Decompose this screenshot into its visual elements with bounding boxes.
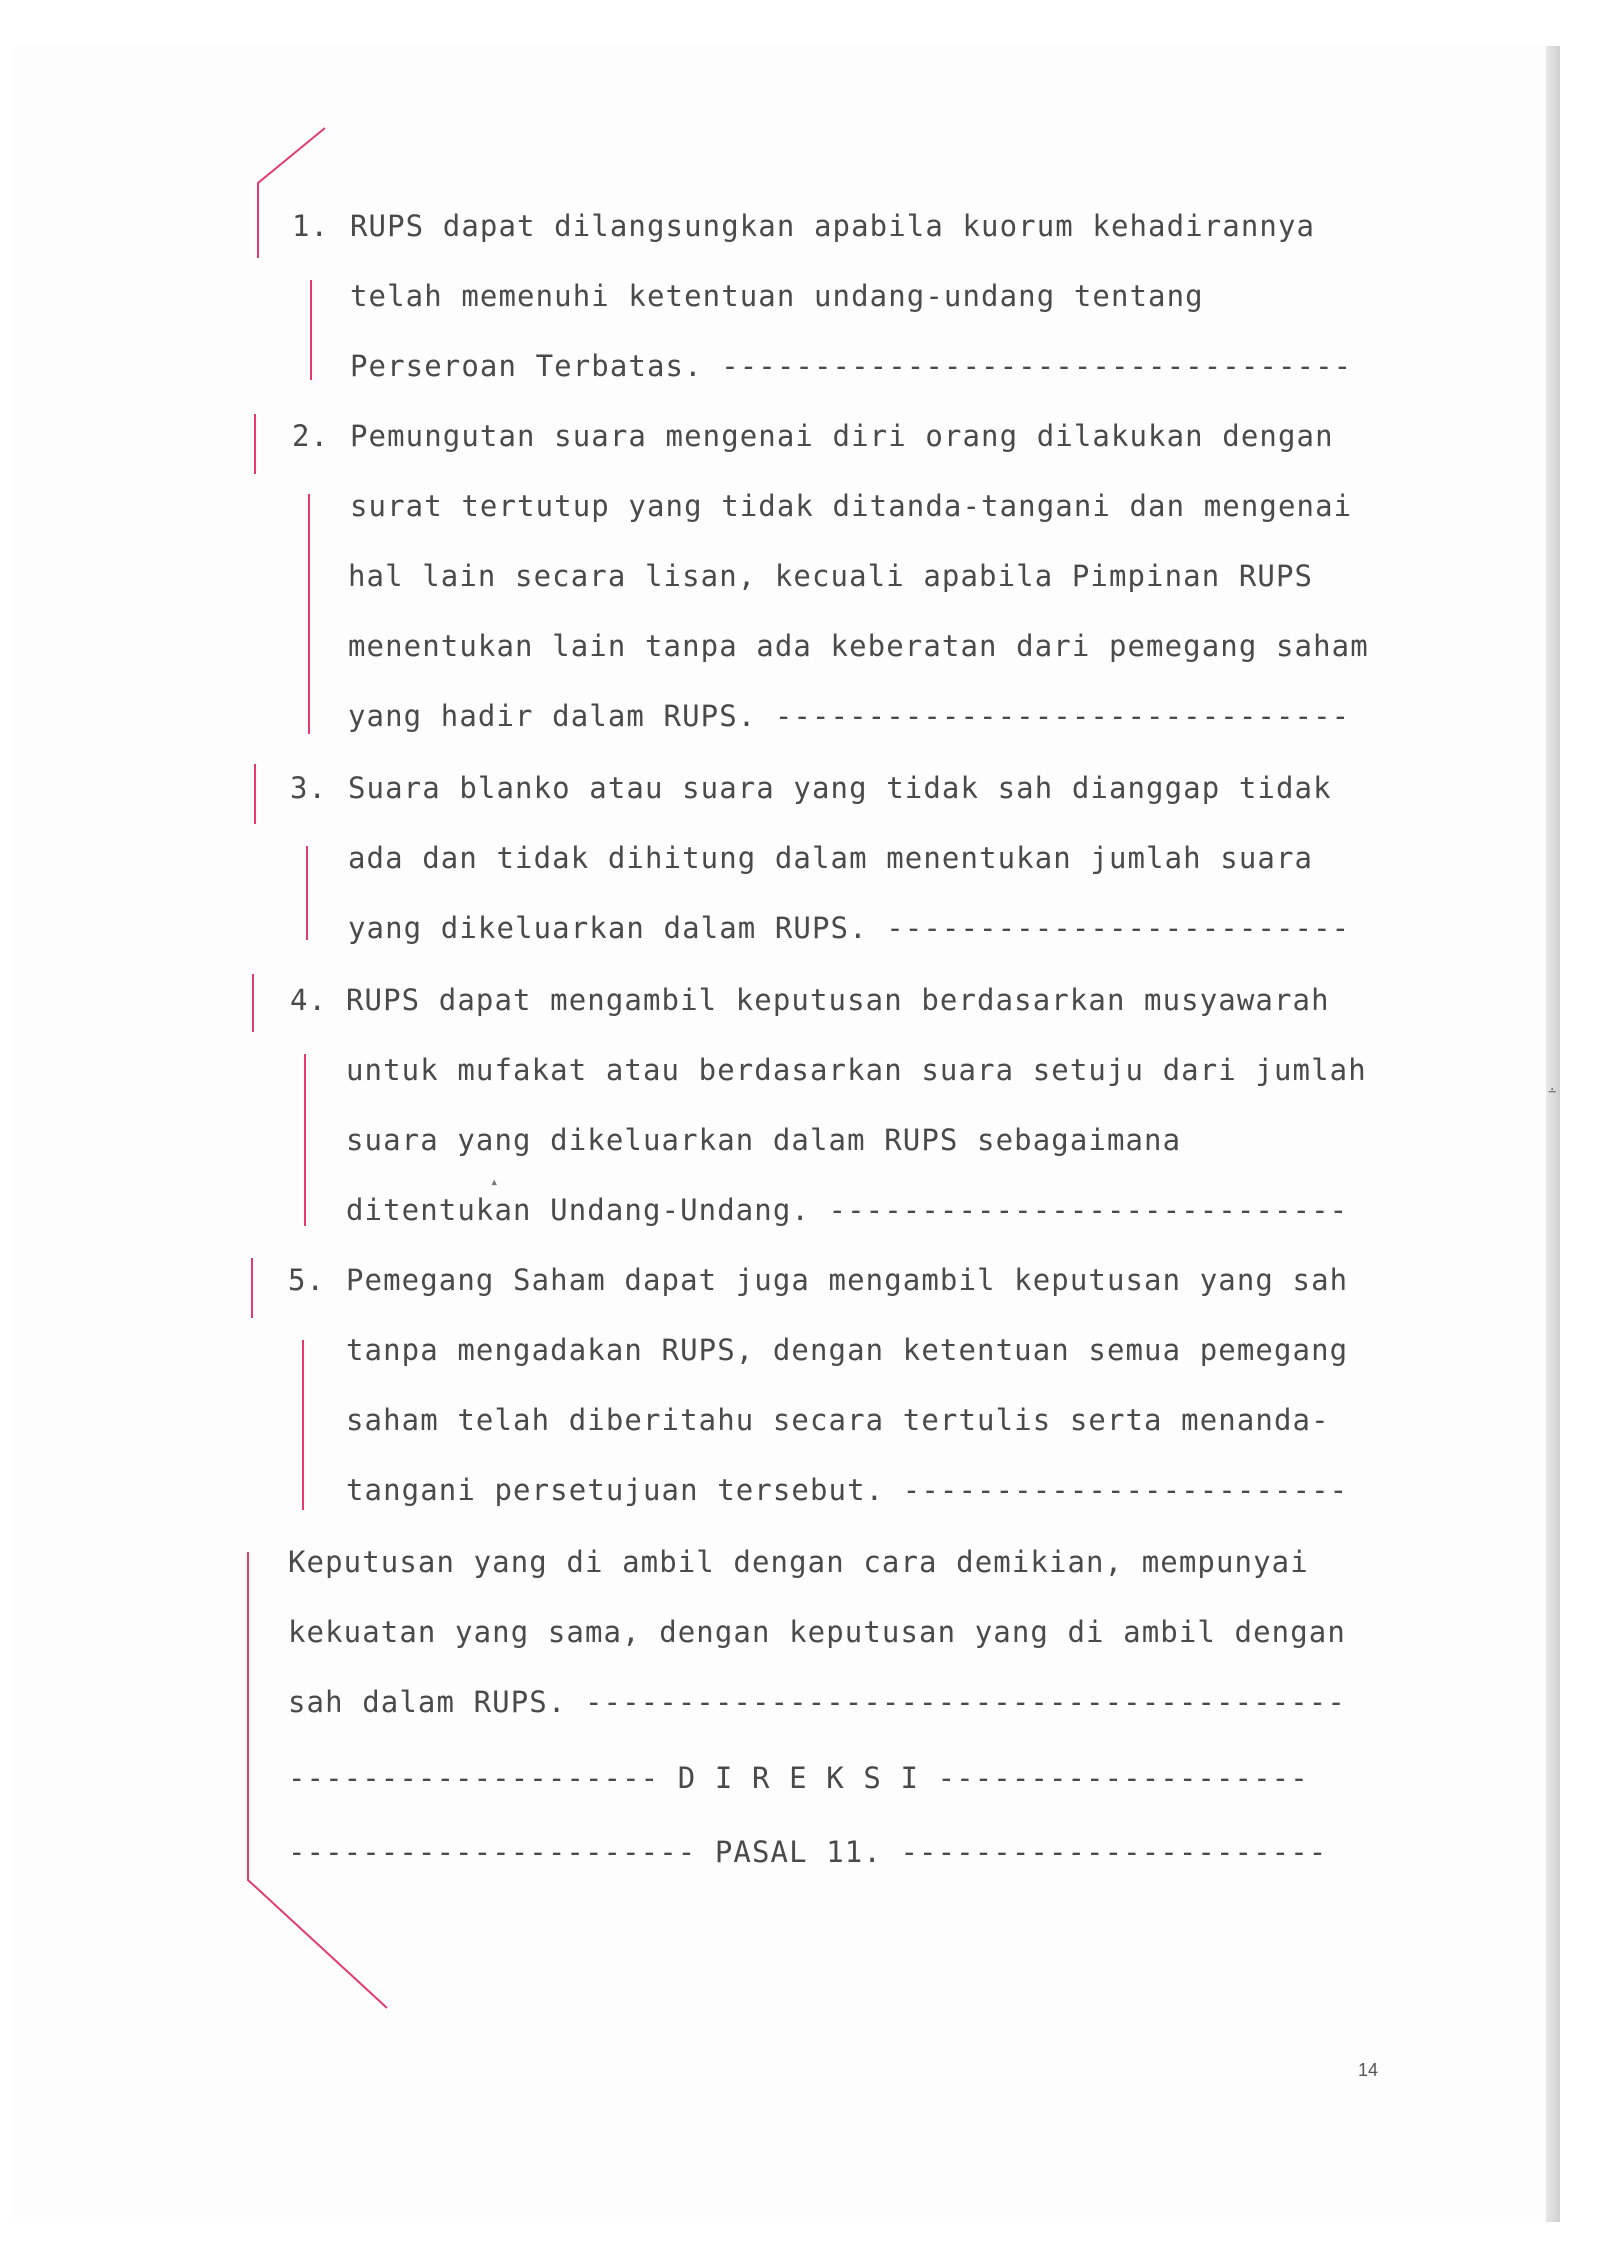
margin-mark (302, 1340, 304, 1510)
item-1-line-2: telah memenuhi ketentuan undang-undang tentang (350, 279, 1204, 313)
item-2-line-1: Pemungutan suara mengenai diri orang dilakukan dengan (350, 419, 1334, 453)
item-4-line-4: ditentukan Undang-Undang. ---------------------------- (346, 1193, 1349, 1227)
item-4-line-3: suara yang dikeluarkan dalam RUPS sebagaimana (346, 1123, 1182, 1157)
margin-mark (254, 764, 256, 824)
closing-paragraph-line-3: sah dalam RUPS. ----------------------------------------- (288, 1685, 1346, 1719)
section-heading: -------------------- D I R E K S I -------------------- (288, 1761, 1309, 1795)
margin-mark (254, 414, 256, 474)
item-5-line-2: tanpa mengadakan RUPS, dengan ketentuan semua pemegang (346, 1333, 1349, 1367)
item-4-number: 4. (290, 983, 328, 1017)
item-1-line-1: RUPS dapat dilangsungkan apabila kuorum kehadirannya (350, 209, 1316, 243)
margin-mark (304, 1054, 306, 1226)
item-4-line-2: untuk mufakat atau berdasarkan suara setuju dari jumlah (346, 1053, 1367, 1087)
item-5-line-3: saham telah diberitahu secara tertulis serta menanda- (346, 1403, 1330, 1437)
closing-paragraph-line-1: Keputusan yang di ambil dengan cara demikian, mempunyai (288, 1545, 1309, 1579)
item-3-line-2: ada dan tidak dihitung dalam menentukan jumlah suara (348, 841, 1314, 875)
item-2-line-5: yang hadir dalam RUPS. ------------------------------- (348, 699, 1351, 733)
item-3-number: 3. (290, 771, 328, 805)
margin-mark (251, 1258, 253, 1318)
closing-paragraph-line-2: kekuatan yang sama, dengan keputusan yang di ambil dengan (288, 1615, 1346, 1649)
item-5-number: 5. (288, 1263, 326, 1297)
item-5-line-4: tangani persetujuan tersebut. ------------------------ (346, 1473, 1349, 1507)
item-5-line-1: Pemegang Saham dapat juga mengambil keputusan yang sah (346, 1263, 1349, 1297)
item-3-line-1: Suara blanko atau suara yang tidak sah dianggap tidak (348, 771, 1332, 805)
item-4-line-1: RUPS dapat mengambil keputusan berdasarkan musyawarah (346, 983, 1330, 1017)
item-2-line-4: menentukan lain tanpa ada keberatan dari pemegang saham (348, 629, 1369, 663)
item-2-line-3: hal lain secara lisan, kecuali apabila Pimpinan RUPS (348, 559, 1314, 593)
margin-mark (310, 280, 312, 380)
item-1-line-3: Perseroan Terbatas. ---------------------------------- (350, 349, 1353, 383)
item-3-line-3: yang dikeluarkan dalam RUPS. ------------------------- (348, 911, 1351, 945)
article-heading: ---------------------- PASAL 11. ----------------------- (288, 1835, 1328, 1869)
item-1-number: 1. (292, 209, 330, 243)
item-2-line-2: surat tertutup yang tidak ditanda-tangani dan mengenai (350, 489, 1353, 523)
scan-speck: ∸ (1548, 1084, 1557, 1100)
margin-mark (306, 846, 308, 940)
item-2-number: 2. (292, 419, 330, 453)
margin-mark (252, 974, 254, 1032)
scan-speck: ▴ (490, 1174, 499, 1190)
margin-mark (308, 494, 310, 734)
page-number: 14 (1358, 2060, 1379, 2080)
